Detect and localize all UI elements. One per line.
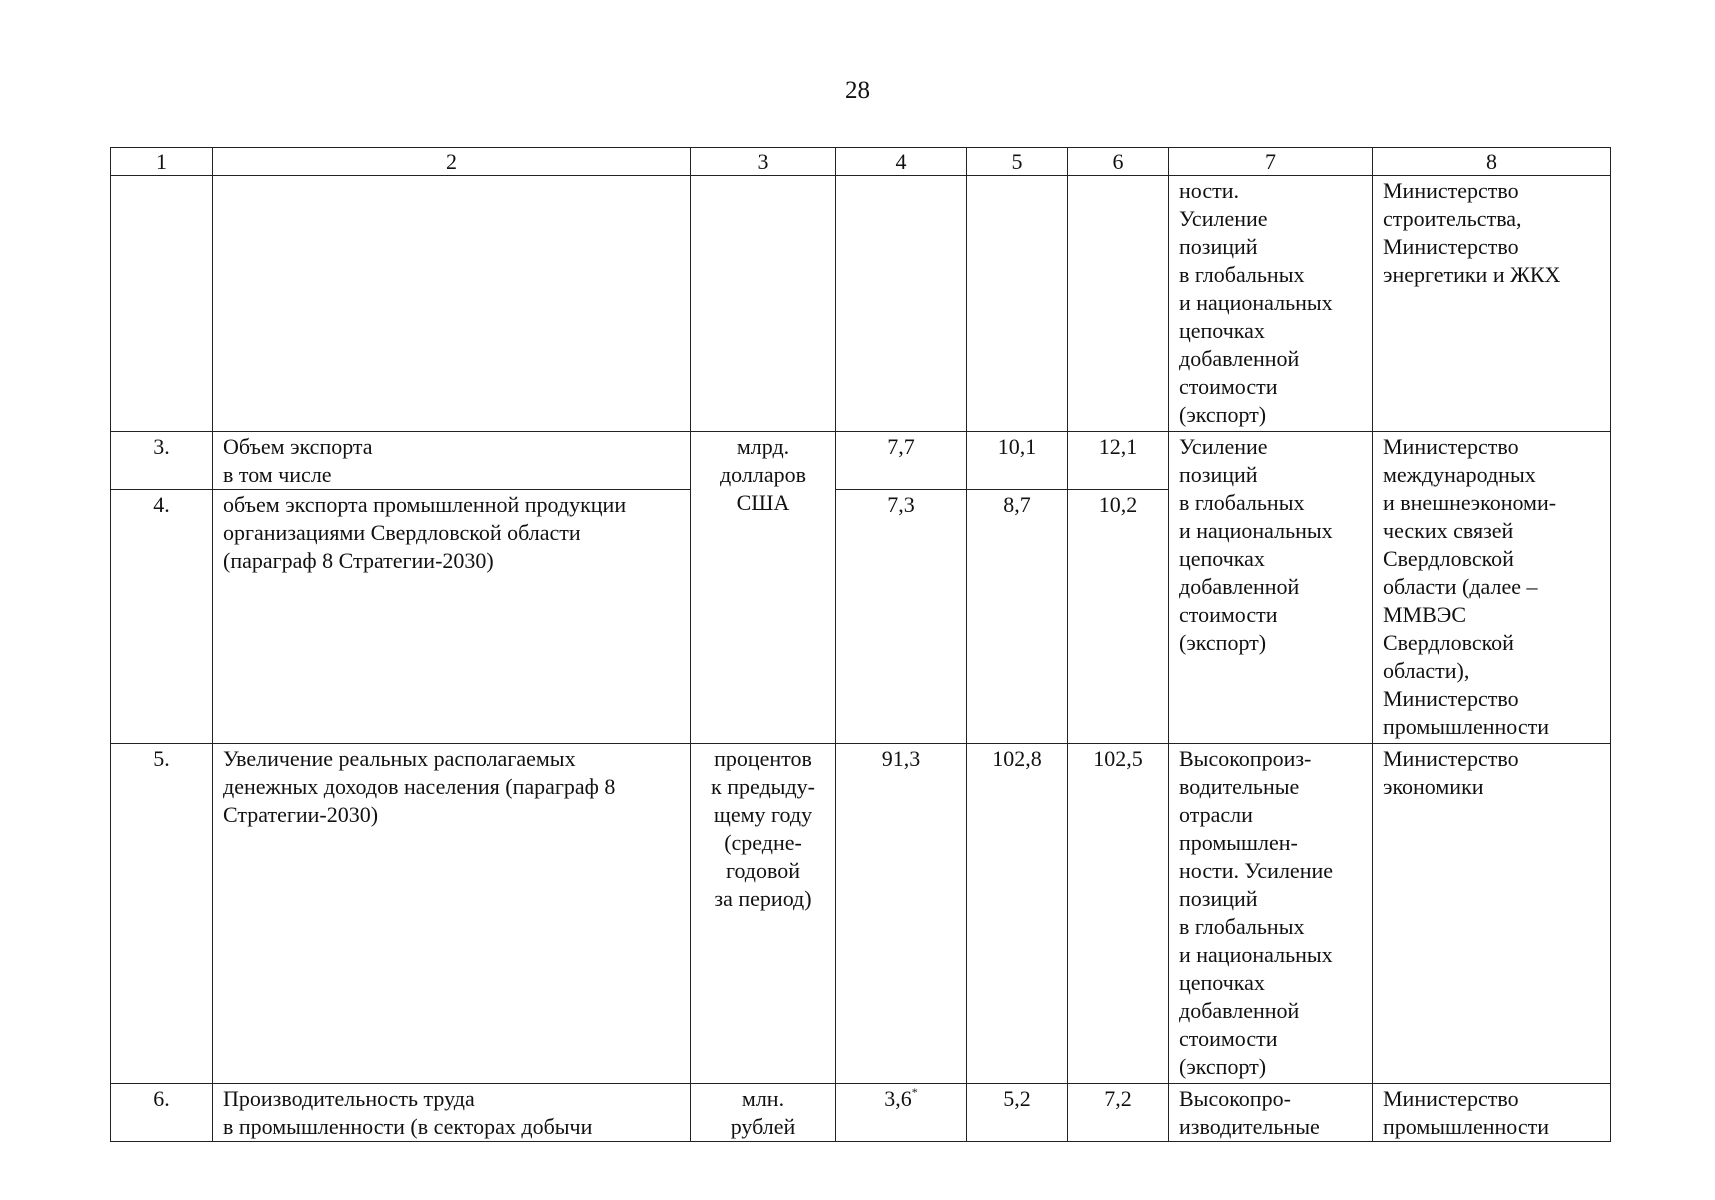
row-4-value-6: 10,2 [1068, 490, 1169, 744]
row-5-unit: процентов к предыду- щему году (средне- годовой за период) [691, 744, 836, 1084]
indicators-table [110, 147, 1611, 1142]
row-6-responsible: Министерство промышленности [1373, 1084, 1611, 1142]
row-5-num: 5. [111, 744, 213, 1084]
row-6-value-4-number: 3,6 [884, 1086, 912, 1111]
row-3-name: Объем экспорта в том числе [213, 432, 691, 490]
row-5-direction: Высокопроиз- водительные отрасли промышлен- ности. Усиление позиций в глобальных и национальных цепочках добавленной стоимости (экспорт) [1169, 744, 1373, 1084]
header-col-7: 7 [1169, 148, 1373, 176]
table-row-continuation [111, 176, 1611, 432]
row-3-value-4: 7,7 [836, 432, 967, 490]
row-4-num: 4. [111, 490, 213, 744]
header-col-2: 2 [213, 148, 691, 176]
cont-v5-cell [967, 176, 1068, 432]
row-3-value-6: 12,1 [1068, 432, 1169, 490]
row-5-value-6: 102,5 [1068, 744, 1169, 1084]
header-col-1: 1 [111, 148, 213, 176]
table-row-5 [111, 744, 1611, 1084]
row-3-value-5: 10,1 [967, 432, 1068, 490]
row-6-direction: Высокопро- изводительные [1169, 1084, 1373, 1142]
header-col-5: 5 [967, 148, 1068, 176]
cont-unit-cell [691, 176, 836, 432]
header-col-6: 6 [1068, 148, 1169, 176]
row-6-num: 6. [111, 1084, 213, 1142]
row-3-4-responsible: Министерство международных и внешнеэкономи- ческих связей Свердловской области (далее – ММВЭС Свердловской области), Министерство промышленности [1373, 432, 1611, 744]
row-5-value-5: 102,8 [967, 744, 1068, 1084]
row-4-value-5: 8,7 [967, 490, 1068, 744]
row-3-4-direction: Усиление позиций в глобальных и национальных цепочках добавленной стоимости (экспорт) [1169, 432, 1373, 744]
cont-responsible-cell: Министерство строительства, Министерство энергетики и ЖКХ [1373, 176, 1611, 432]
row-6-value-5: 5,2 [967, 1084, 1068, 1142]
row-6-unit: млн. рублей [691, 1084, 836, 1142]
cont-direction-cell: ности. Усиление позиций в глобальных и национальных цепочках добавленной стоимости (экспорт) [1169, 176, 1373, 432]
table-row-6 [111, 1084, 1611, 1142]
row-4-value-4: 7,3 [836, 490, 967, 744]
cont-v6-cell [1068, 176, 1169, 432]
table-row-3 [111, 432, 1611, 490]
cont-v4-cell [836, 176, 967, 432]
row-6-value-6: 7,2 [1068, 1084, 1169, 1142]
page-number: 28 [845, 77, 870, 104]
header-col-4: 4 [836, 148, 967, 176]
cont-num-cell [111, 176, 213, 432]
header-col-3: 3 [691, 148, 836, 176]
row-5-value-4: 91,3 [836, 744, 967, 1084]
header-col-8: 8 [1373, 148, 1611, 176]
cont-name-cell [213, 176, 691, 432]
row-4-name: объем экспорта промышленной продукции организациями Свердловской области (параграф 8 Стратегии-2030) [213, 490, 691, 744]
row-5-name: Увеличение реальных располагаемых денежных доходов населения (параграф 8 Стратегии-2030) [213, 744, 691, 1084]
row-3-num: 3. [111, 432, 213, 490]
row-6-name: Производительность труда в промышленности (в секторах добычи [213, 1084, 691, 1142]
footnote-mark: * [911, 1085, 918, 1099]
row-3-4-unit: млрд. долларов США [691, 432, 836, 744]
row-5-responsible: Министерство экономики [1373, 744, 1611, 1084]
column-number-row [111, 148, 1611, 176]
row-6-value-4 [836, 1084, 967, 1142]
